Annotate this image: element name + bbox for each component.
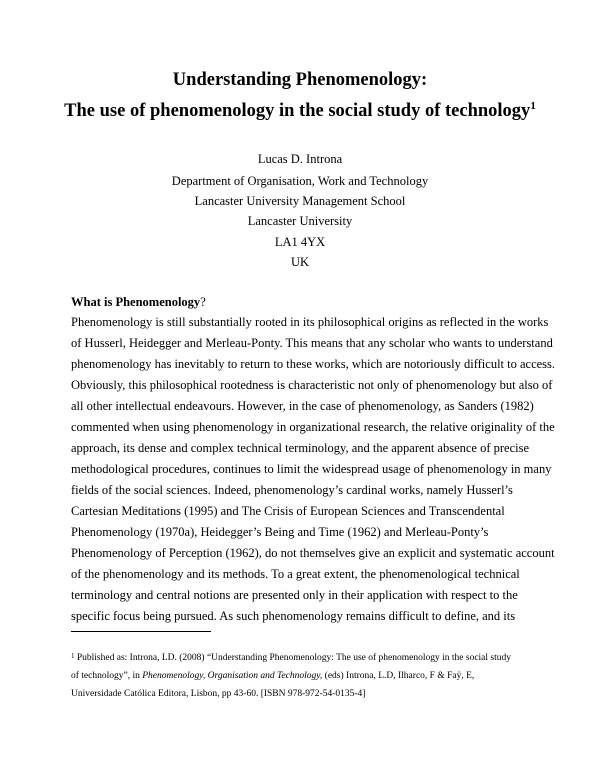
footnote-line-1 xyxy=(71,653,511,664)
title-footnote-mark[interactable]: 1 xyxy=(530,100,536,112)
body-line: fields of the social sciences. Indeed, phenomenology’s cardinal works, namely Husserl’s xyxy=(71,483,513,497)
body-line: all other intellectual endeavours. However, in the case of phenomenology, as Sanders (1982) xyxy=(71,399,534,413)
body-line: Phenomenology (1970a), Heidegger’s Being and Time (1962) and Merleau-Ponty’s xyxy=(71,525,489,539)
body-line: methodological procedures, continues to limit the widespread usage of phenomenology in many xyxy=(71,462,552,476)
footnote-mark: 1 xyxy=(71,652,75,660)
title-line-2-text: The use of phenomenology in the social study of technology xyxy=(64,101,531,121)
footnote-line-2-start: of technology”, in xyxy=(71,671,143,681)
section-heading-text: What is Phenomenology xyxy=(71,295,201,309)
footnote-line-1-text: Published as: Introna, LD. (2008) “Understanding Phenomenology: The use of phenomenology in the social study xyxy=(76,653,511,663)
author-country: UK xyxy=(290,255,310,269)
title-line-1: Understanding Phenomenology: xyxy=(172,70,428,90)
author-postcode: LA1 4YX xyxy=(274,235,326,249)
body-line: specific focus being pursued. As such phenomenology remains difficult to define, and its xyxy=(71,609,516,623)
footnote-book-title: Phenomenology, Organisation and Technology, xyxy=(142,671,323,681)
body-line: Cartesian Meditations (1995) and The Crisis of European Sciences and Transcendental xyxy=(71,504,505,518)
body-line: phenomenology has inevitably to return to these works, which are notoriously difficult to access. xyxy=(71,357,556,371)
footnote-line-3: Universidade Católica Editora, Lisbon, pp 43-60. [ISBN 978-972-54-0135-4] xyxy=(71,689,366,699)
body-line: Phenomenology is still substantially rooted in its philosophical origins as reflected in the works xyxy=(71,315,549,329)
author-school: Lancaster University Management School xyxy=(194,194,406,208)
author-department: Department of Organisation, Work and Technology xyxy=(171,174,429,188)
footnote-line-2 xyxy=(71,671,474,682)
body-line: Obviously, this philosophical rootedness is characteristic not only of phenomenology but also of xyxy=(71,378,553,392)
body-line: Phenomenology of Perception (1962), do not themselves give an explicit and systematic account xyxy=(71,546,555,560)
body-line: terminology and central notions are presented only in their application with respect to the xyxy=(71,588,518,602)
footnote-separator xyxy=(71,631,211,632)
body-line: of the phenomenology and its methods. To a great extent, the phenomenological technical xyxy=(71,567,520,581)
author-name: Lucas D. Introna xyxy=(257,152,343,166)
footnote-line-2-end: (eds) Introna, L.D, Ilharco, F & Faÿ, E, xyxy=(322,671,475,681)
body-line: commented when using phenomenology in organizational research, the relative originality of the xyxy=(71,420,555,434)
title-line-2 xyxy=(0,101,600,121)
section-heading xyxy=(71,295,206,309)
body-line: of Husserl, Heidegger and Merleau-Ponty. This means that any scholar who wants to understand xyxy=(71,336,553,350)
body-line: approach, its dense and complex technical terminology, and the apparent absence of precise xyxy=(71,441,530,455)
author-university: Lancaster University xyxy=(247,214,353,228)
section-heading-punct: ? xyxy=(200,295,206,309)
